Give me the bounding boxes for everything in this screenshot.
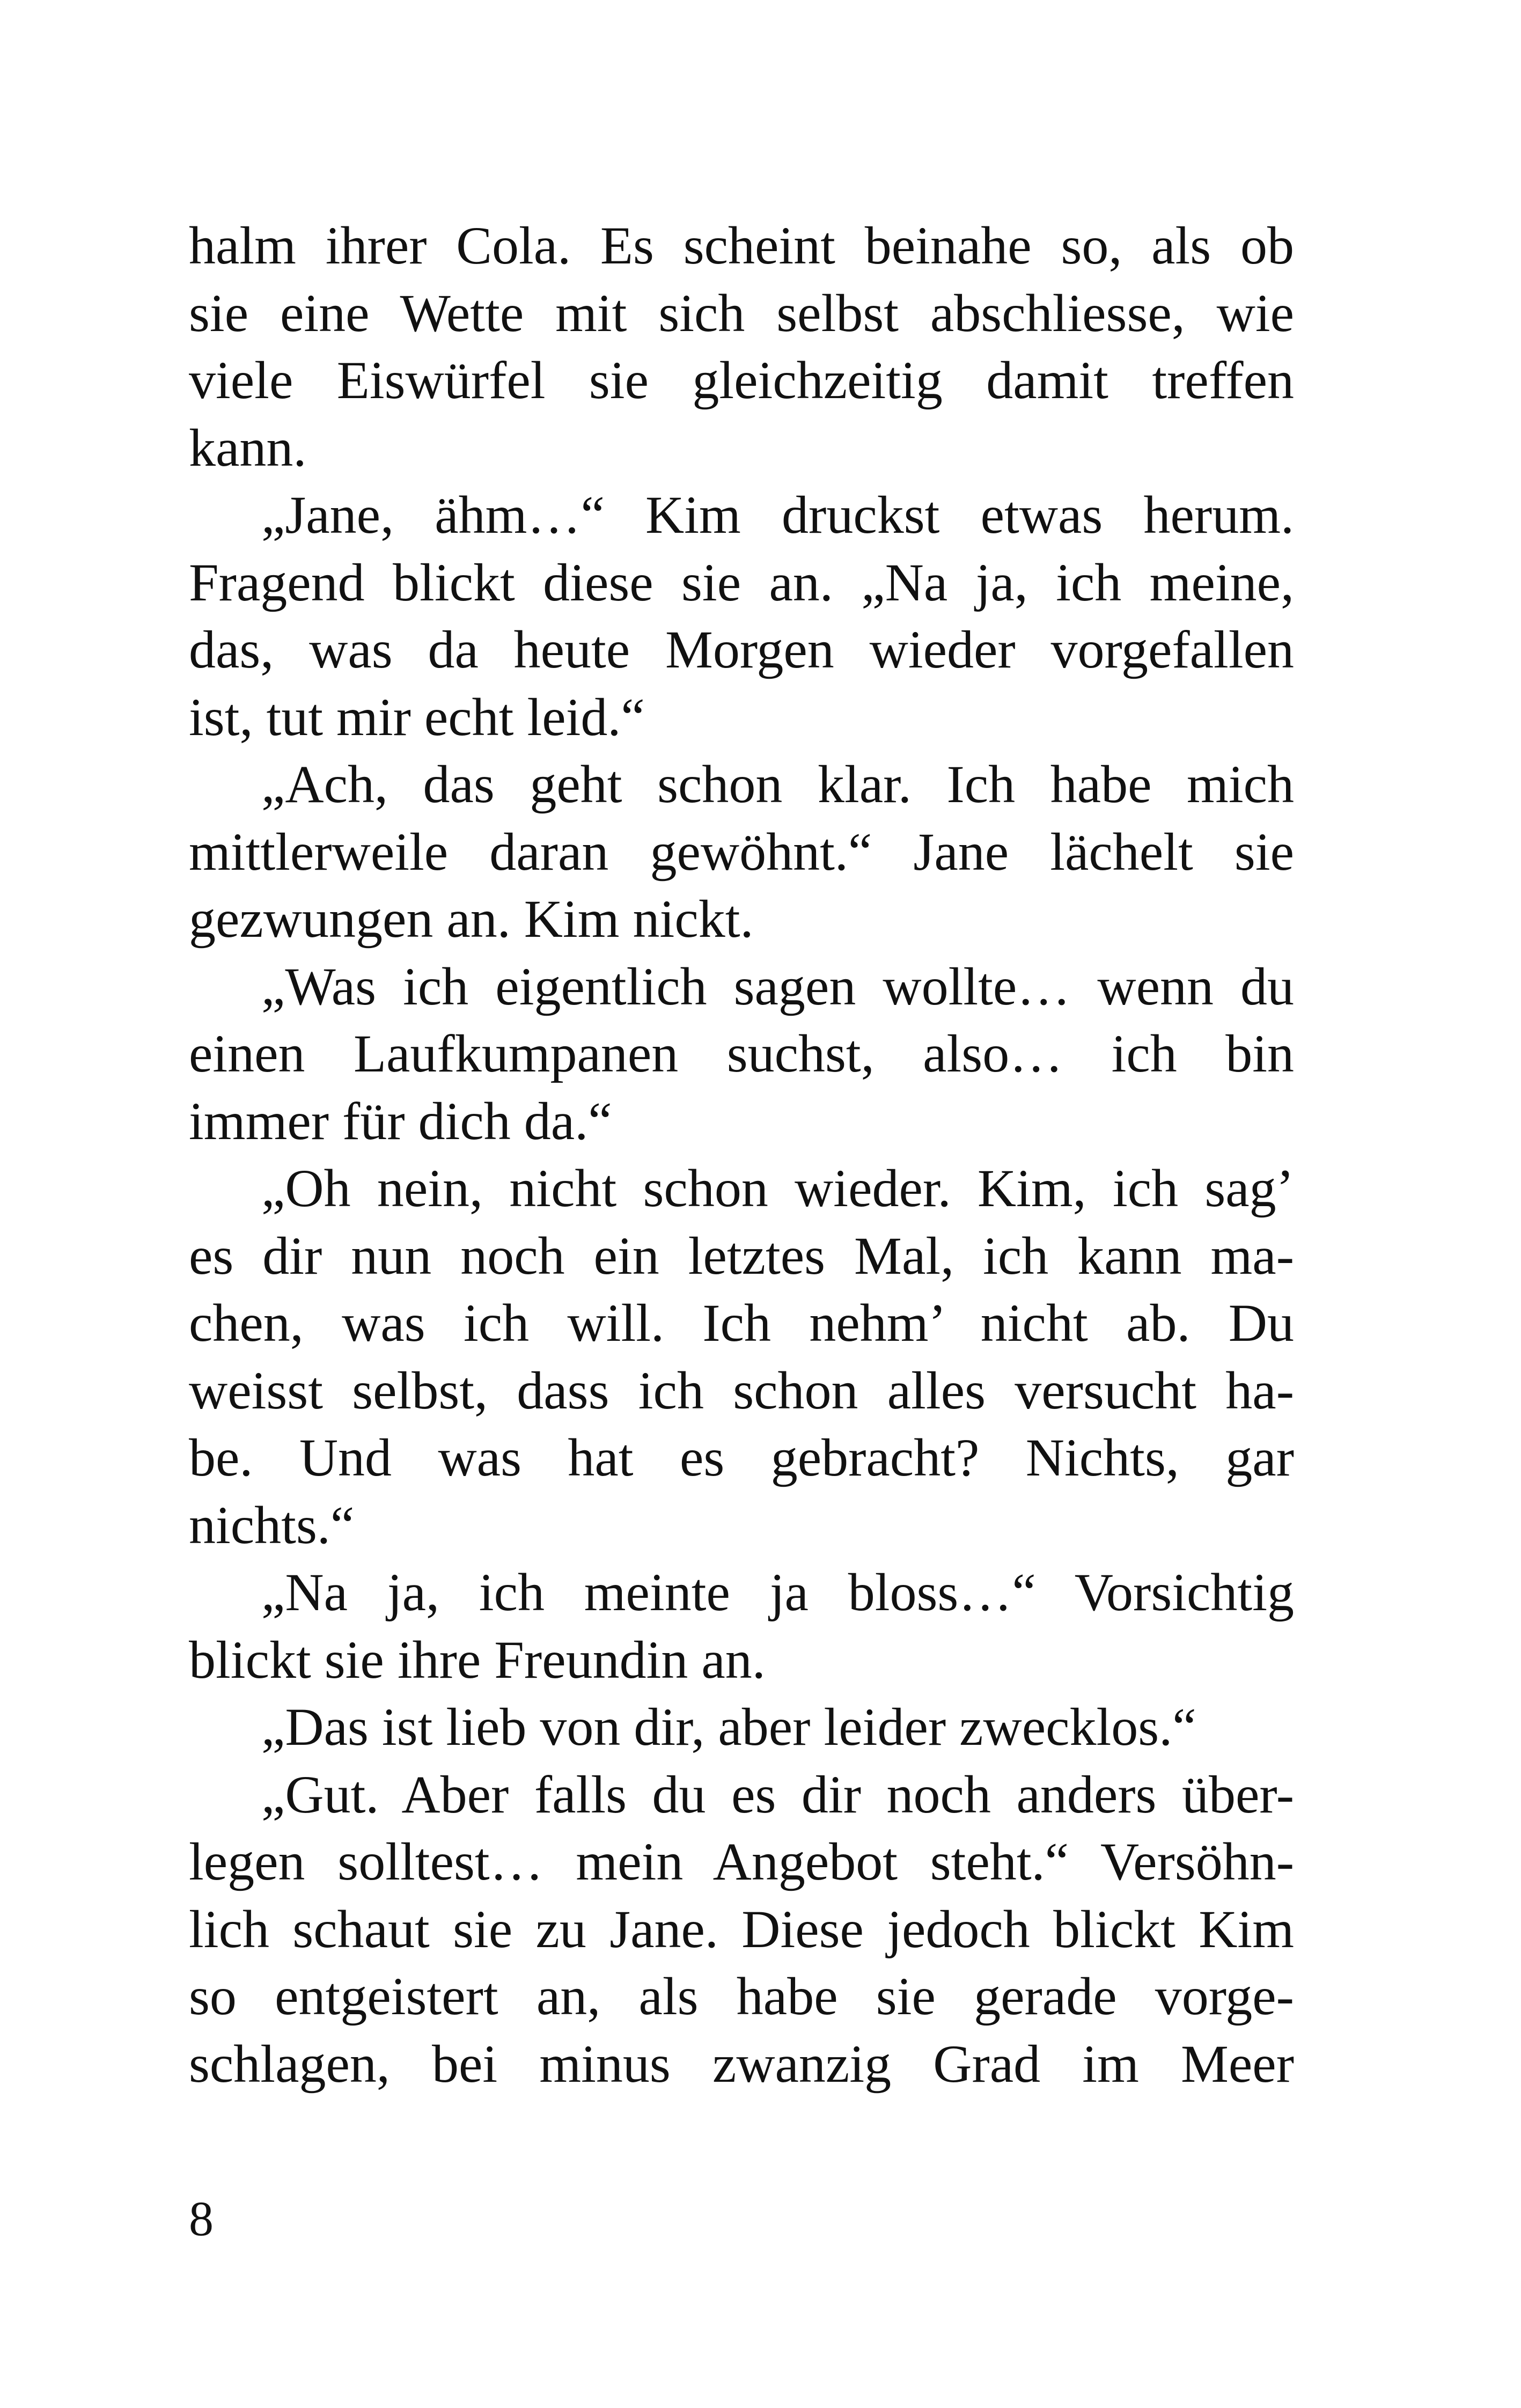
text-line: legen solltest… mein Angebot steht.“ Versöhn- [189, 1832, 1294, 1891]
text-line: halm ihrer Cola. Es scheint beinahe so, als ob [189, 216, 1294, 275]
text-line: weisst selbst, dass ich schon alles versucht ha- [189, 1360, 1294, 1420]
text-line: kann. [189, 417, 307, 478]
page-number: 8 [189, 2191, 214, 2246]
text-line: sie eine Wette mit sich selbst abschliesse, wie [189, 283, 1294, 343]
text-line: einen Laufkumpanen suchst, also… ich bin [189, 1024, 1294, 1083]
text-line: blickt sie ihre Freundin an. [189, 1629, 766, 1690]
text-line: chen, was ich will. Ich nehm’ nicht ab. Du [189, 1293, 1294, 1353]
text-line: viele Eiswürfel sie gleichzeitig damit treffen [189, 350, 1294, 410]
body-text [189, 212, 1294, 2097]
text-line: „Jane, ähm…“ Kim druckst etwas herum. [261, 485, 1294, 545]
text-line: „Oh nein, nicht schon wieder. Kim, ich sag’ [261, 1158, 1294, 1218]
text-line: be. Und was hat es gebracht? Nichts, gar [189, 1428, 1294, 1487]
text-line: „Was ich eigentlich sagen wollte… wenn du [261, 956, 1294, 1016]
text-line: „Das ist lieb von dir, aber leider zwecklos.“ [261, 1697, 1196, 1757]
text-line: „Ach, das geht schon klar. Ich habe mich [261, 754, 1294, 814]
text-line: gezwungen an. Kim nickt. [189, 889, 754, 949]
text-line: schlagen, bei minus zwanzig Grad im Meer [189, 2033, 1294, 2094]
text-line: lich schaut sie zu Jane. Diese jedoch blickt Kim [189, 1899, 1294, 1959]
text-line: „Na ja, ich meinte ja bloss…“ Vorsichtig [261, 1562, 1294, 1622]
text-line: mittlerweile daran gewöhnt.“ Jane lächelt sie [189, 821, 1294, 882]
text-line: Fragend blickt diese sie an. „Na ja, ich meine, [189, 552, 1294, 612]
text-line: es dir nun noch ein letztes Mal, ich kann ma- [189, 1225, 1294, 1286]
text-line: nichts.“ [189, 1495, 355, 1555]
text-line: so entgeistert an, als habe sie gerade vorge- [189, 1966, 1294, 2026]
text-line: ist, tut mir echt leid.“ [189, 687, 645, 747]
text-line: immer für dich da.“ [189, 1091, 612, 1151]
text-line: das, was da heute Morgen wieder vorgefallen [189, 620, 1294, 679]
text-line: „Gut. Aber falls du es dir noch anders über- [261, 1764, 1294, 1824]
